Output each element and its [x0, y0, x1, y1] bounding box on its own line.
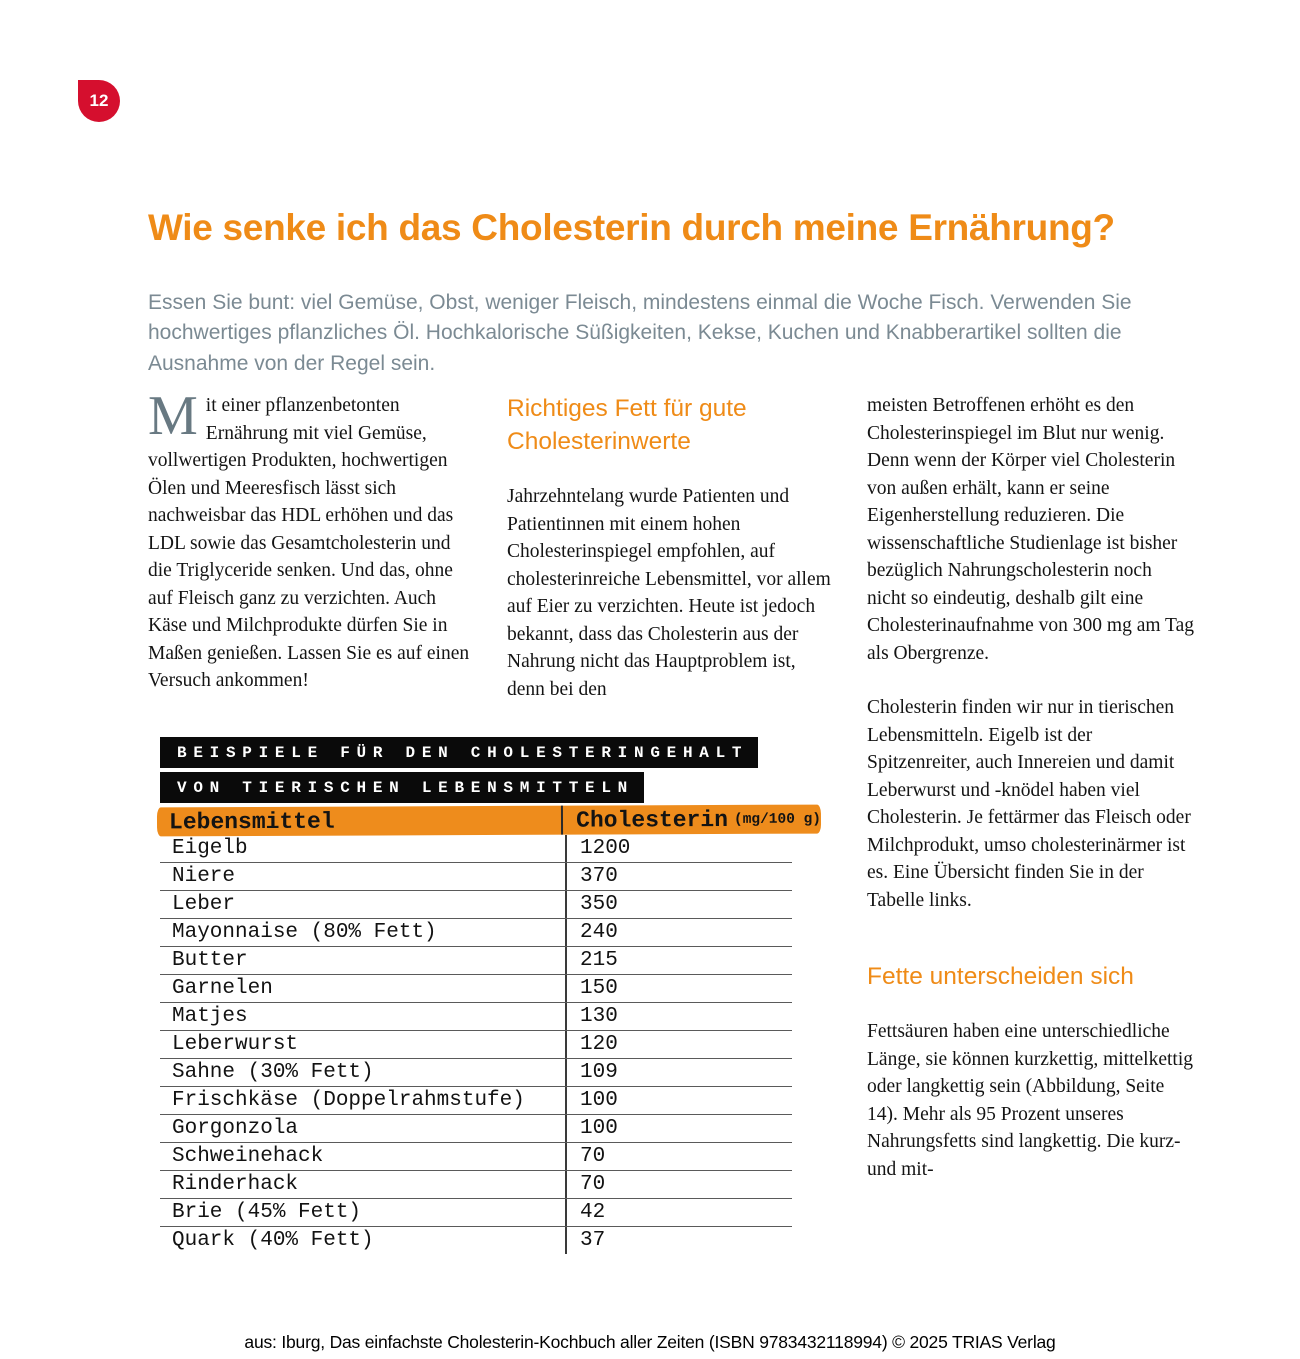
table-row — [160, 863, 792, 891]
food-name: Butter — [172, 949, 248, 972]
cholesterol-value: 215 — [565, 947, 792, 974]
food-name: Niere — [172, 865, 236, 888]
food-name: Sahne (30% Fett) — [172, 1061, 374, 1084]
food-name: Quark (40% Fett) — [172, 1229, 374, 1252]
cholesterol-value: 100 — [565, 1115, 792, 1142]
column1-paragraph — [148, 385, 475, 695]
cholesterol-value: 70 — [565, 1143, 792, 1170]
table-body — [160, 835, 792, 1254]
cholesterol-value: 100 — [565, 1087, 792, 1114]
dropcap-letter: M — [148, 385, 198, 447]
section-heading-fette-unterscheiden: Fette unterscheiden sich — [867, 963, 1134, 990]
table-title-row-1 — [160, 737, 821, 768]
table-row — [160, 1115, 792, 1143]
table-row — [160, 975, 792, 1003]
cholesterol-value: 130 — [565, 1003, 792, 1030]
table-row — [160, 1171, 792, 1199]
food-name: Schweinehack — [172, 1145, 324, 1168]
column1-text: it einer pflanzenbetonten Ernährung mit viel Gemüse, vollwertigen Produkten, hochwertigen Ölen und Meeresfisch lässt sich nachweisbar das HDL erhöhen und das LDL sowie das Gesamtcholesterin und die Triglyceride senken. Und das, ohne auf Fleisch ganz zu verzichten. Auch Käse und Milchprodukte dürfen Sie in Maßen genießen. Lassen Sie es auf einen Versuch ankommen! — [148, 395, 470, 691]
page-number: 12 — [89, 91, 109, 110]
section-heading-richtiges-fett: Richtiges Fett für gute Cholesterinwerte — [507, 395, 747, 455]
cholesterol-value: 109 — [565, 1059, 792, 1086]
cholesterol-table — [160, 737, 821, 1254]
table-header-row — [157, 805, 821, 837]
column3-paragraph-1: meisten Betroffenen erhöht es den Cholesterinspiegel im Blut nur wenig. Denn wenn der Körper viel Cholesterin von außen erhält, kann er seine Eigenherstellung reduzieren. Die wissenschaftliche Studienlage ist bisher bezüglich Nahrungscholesterin noch nicht so eindeutig, deshalb gilt eine Cholesterinaufnahme von 300 mg am Tag als Obergrenze. — [867, 395, 1194, 664]
table-row — [160, 1227, 792, 1254]
food-name: Eigelb — [172, 837, 248, 860]
text-column-2 — [507, 392, 834, 703]
table-row — [160, 1003, 792, 1031]
table-header-food: Lebensmittel — [168, 808, 335, 835]
food-name: Matjes — [172, 1005, 248, 1028]
cholesterol-value: 70 — [565, 1171, 792, 1198]
table-row — [160, 1059, 792, 1087]
food-name: Mayonnaise (80% Fett) — [172, 921, 437, 944]
food-name: Gorgonzola — [172, 1117, 299, 1140]
food-name: Rinderhack — [172, 1173, 299, 1196]
table-header-cholesterol-label: Cholesterin — [576, 806, 729, 834]
food-name: Brie (45% Fett) — [172, 1201, 362, 1224]
food-name: Frischkäse (Doppelrahmstufe) — [172, 1089, 525, 1112]
text-column-1 — [148, 385, 475, 695]
table-row — [160, 1199, 792, 1227]
cholesterol-value: 350 — [565, 891, 792, 918]
table-title-line1: BEISPIELE FÜR DEN CHOLESTERINGEHALT — [160, 737, 758, 768]
table-row — [160, 891, 792, 919]
footer-credit: aus: Iburg, Das einfachste Cholesterin-Kochbuch aller Zeiten (ISBN 9783432118994) © 2025 TRIAS Verlag — [244, 1332, 1056, 1352]
cholesterol-value: 37 — [565, 1227, 792, 1254]
cholesterol-value: 150 — [565, 975, 792, 1002]
cholesterol-value: 42 — [565, 1199, 792, 1226]
food-name: Garnelen — [172, 977, 273, 1000]
table-row — [160, 1031, 792, 1059]
cholesterol-value: 240 — [565, 919, 792, 946]
text-column-3 — [867, 392, 1194, 1183]
food-name: Leberwurst — [172, 1033, 299, 1056]
page-title: Wie senke ich das Cholesterin durch meine Ernährung? — [148, 206, 1115, 248]
table-row — [160, 947, 792, 975]
cholesterol-value: 1200 — [565, 835, 792, 862]
table-title-line2: VON TIERISCHEN LEBENSMITTELN — [160, 772, 644, 803]
table-title-row-2 — [160, 772, 821, 803]
column3-paragraph-2: Cholesterin finden wir nur in tierischen Lebensmitteln. Eigelb ist der Spitzenreiter, auch Innereien und damit Leberwurst und -knödel haben viel Cholesterin. Je fettärmer das Fleisch oder Milchprodukt, umso cholesterinärmer ist es. Eine Übersicht finden Sie in der Tabelle links. — [867, 697, 1191, 911]
cholesterol-value: 370 — [565, 863, 792, 890]
food-name: Leber — [172, 893, 236, 916]
column2-text: Jahrzehntelang wurde Patienten und Patientinnen mit einem hohen Cholesterinspiegel empfohlen, auf cholesterinreiche Lebensmittel, vor allem auf Eier zu verzichten. Heute ist jedoch bekannt, dass das Cholesterin aus der Nahrung nicht das Hauptproblem ist, denn bei den — [507, 486, 831, 700]
table-row — [160, 919, 792, 947]
intro-paragraph: Essen Sie bunt: viel Gemüse, Obst, weniger Fleisch, mindestens einmal die Woche Fisch. Verwenden Sie hochwertiges pflanzliches Öl. Hochkalorische Süßigkeiten, Kekse, Kuchen und Knabberartikel sollten die Ausnahme von der Regel sein. — [148, 291, 1132, 375]
table-header-cholesterol — [561, 805, 821, 835]
table-row — [160, 835, 792, 863]
table-header-unit: (mg/100 g) — [733, 811, 822, 828]
page-number-badge — [78, 80, 120, 122]
cholesterol-value: 120 — [565, 1031, 792, 1058]
table-row — [160, 1143, 792, 1171]
table-row — [160, 1087, 792, 1115]
column3-paragraph-3: Fettsäuren haben eine unterschiedliche Länge, sie können kurzkettig, mittelkettig oder langkettig sein (Abbildung, Seite 14). Mehr als 95 Prozent unseres Nahrungsfetts sind langkettig. Die kurz- und mit- — [867, 1021, 1193, 1180]
